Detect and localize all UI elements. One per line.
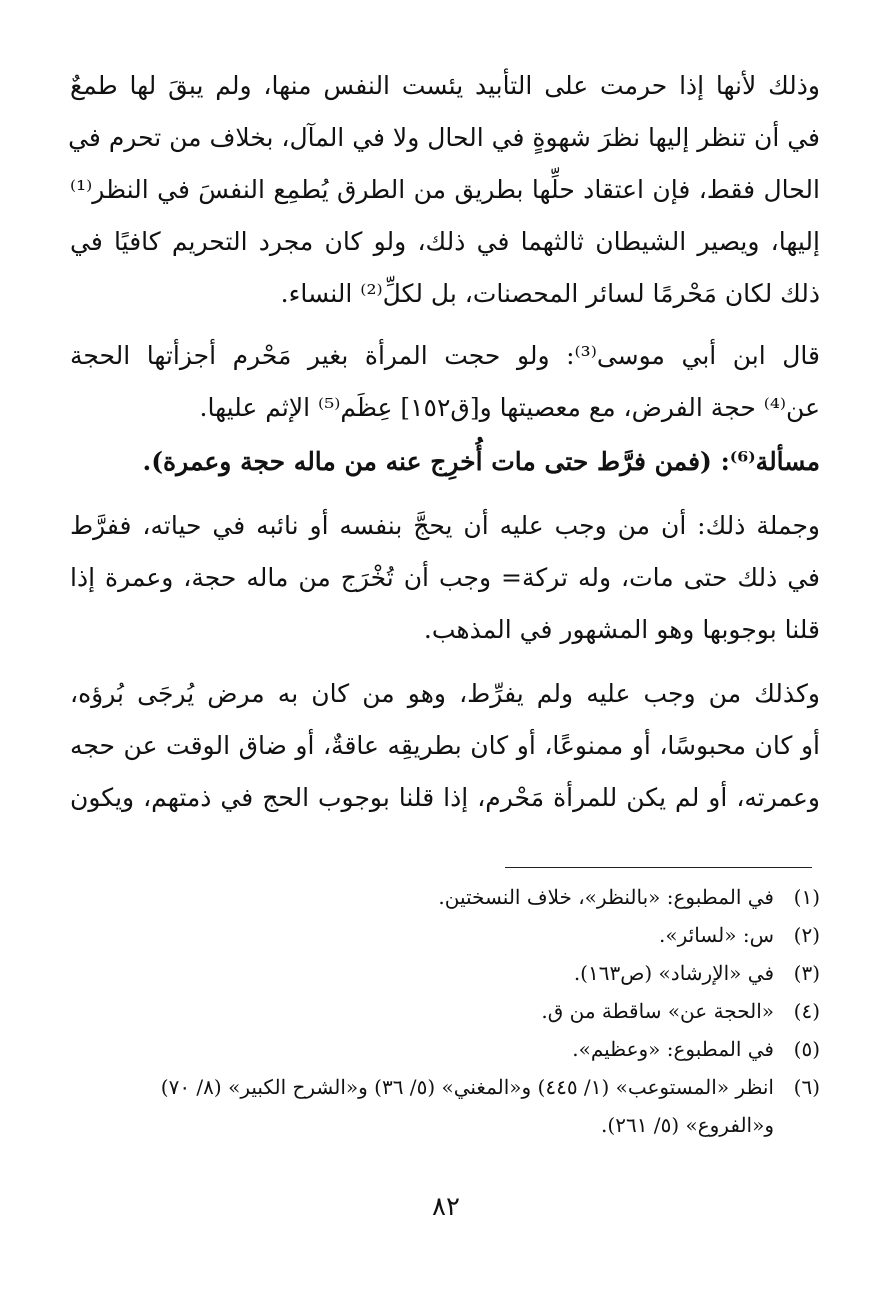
footnote-1 (70, 878, 820, 916)
text-line: الحال فقط، فإن اعتقاد حلِّها بطريق من الطرق يُطمِع النفسَ في النظر⁽¹⁾ (70, 175, 820, 204)
footnote-text: في المطبوع: «بالنظر»، خلاف النسختين. (438, 885, 774, 909)
footnote-6-continuation: و«الفروع» (٥/ ٢٦١). (601, 1113, 774, 1137)
footnote-4 (70, 992, 820, 1030)
footnote-divider (505, 867, 812, 868)
footnote-number: (٢) (793, 923, 820, 947)
text-line: وعمرته، أو لم يكن للمرأة مَحْرم، إذا قلنا بوجوب الحج في ذمتهم، ويكون (70, 783, 820, 812)
paragraph-2 (70, 330, 820, 434)
footnote-number: (٤) (793, 999, 820, 1023)
issue-heading (70, 434, 820, 490)
text-line: وكذلك من وجب عليه ولم يفرِّط، وهو من كان به مرض يُرجَى بُرؤه، (70, 679, 820, 708)
footnote-3 (70, 954, 820, 992)
paragraph-4 (70, 668, 820, 824)
issue-text: (فمن فرَّط حتى مات أُخرِج عنه من ماله حجة وعمرة). (142, 447, 721, 476)
footnote-number: (٣) (793, 961, 820, 985)
issue-label: مسألة⁽⁶⁾: (720, 447, 820, 476)
footnote-text: في «الإرشاد» (ص١٦٣). (573, 961, 774, 985)
text-line: ذلك لكان مَحْرمًا لسائر المحصنات، بل لكلِّ⁽²⁾ النساء. (280, 279, 820, 308)
text-line: وجملة ذلك: أن من وجب عليه أن يحجَّ بنفسه أو نائبه في حياته، ففرَّط (70, 511, 820, 540)
footnote-text: س: «لسائر». (659, 923, 774, 947)
text-line: قال ابن أبي موسى⁽³⁾: ولو حجت المرأة بغير مَحْرم أجزأتها الحجة (70, 341, 820, 370)
footnote-text: في المطبوع: «وعظيم». (572, 1037, 774, 1061)
text-line: إليها، ويصير الشيطان ثالثهما في ذلك، ولو كان مجرد التحريم كافيًا في (70, 227, 820, 256)
paragraph-3 (70, 500, 820, 656)
footnote-number: (٥) (793, 1037, 820, 1061)
text-line: في أن تنظر إليها نظرَ شهوةٍ في الحال ولا في المآل، بخلاف من تحرم في (68, 123, 820, 152)
issue-line (70, 434, 820, 490)
footnote-number: (١) (793, 885, 820, 909)
text-line: وذلك لأنها إذا حرمت على التأبيد يئست النفس منها، ولم يبقَ لها طمعٌ (70, 71, 820, 100)
text-line: عن⁽⁴⁾ حجة الفرض، مع معصيتها و[ق١٥٢] عِظَم⁽⁵⁾ الإثم عليها. (199, 393, 820, 422)
text-line: في ذلك حتى مات، وله تركة= وجب أن تُخْرَج من ماله حجة، وعمرة إذا (70, 563, 820, 592)
footnote-text: «الحجة عن» ساقطة من ق. (541, 999, 774, 1023)
text-line: أو كان محبوسًا، أو ممنوعًا، أو كان بطريقِه عاقةٌ، أو ضاق الوقت عن حجه (70, 731, 820, 760)
footnote-text: انظر «المستوعب» (١/ ٤٤٥) و«المغني» (٥/ ٣٦) و«الشرح الكبير» (٨/ ٧٠) (160, 1075, 774, 1099)
paragraph-1 (70, 60, 820, 320)
footnote-6 (70, 1068, 820, 1106)
page-number: ٨٢ (432, 1192, 460, 1222)
footnote-2 (70, 916, 820, 954)
text-line: قلنا بوجوبها وهو المشهور في المذهب. (423, 615, 820, 644)
footnotes (70, 878, 820, 1144)
footnote-number: (٦) (793, 1075, 820, 1099)
page-body (70, 60, 820, 824)
footnote-5 (70, 1030, 820, 1068)
